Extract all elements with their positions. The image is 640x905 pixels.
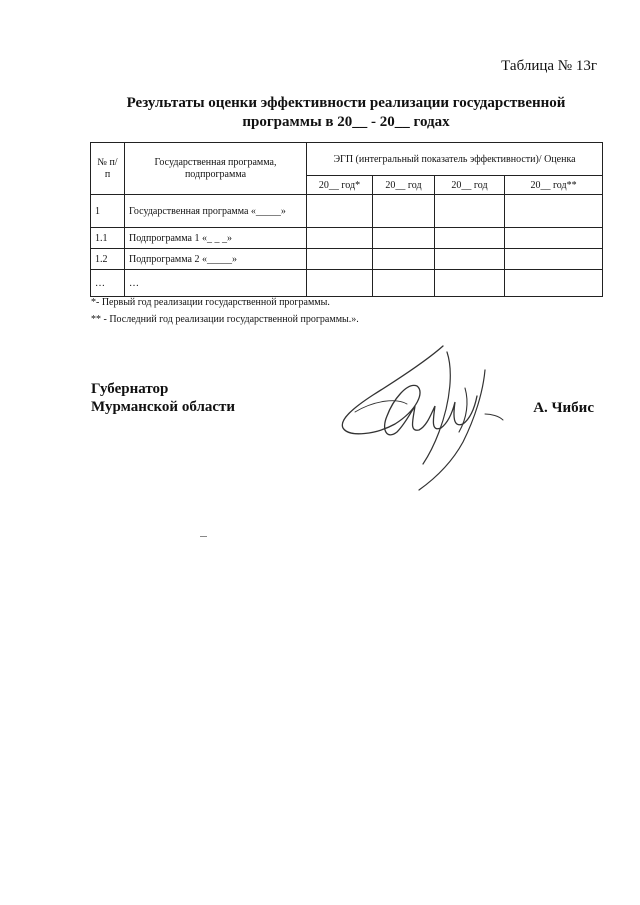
handwritten-signature: [335, 340, 515, 500]
row-cell: [373, 195, 435, 228]
header-year-3: 20__ год: [435, 176, 505, 195]
footnote-last-year: ** - Последний год реализации государственной программы.».: [91, 314, 359, 325]
table-row: [91, 195, 603, 228]
row-cell: [373, 228, 435, 249]
row-cell: [373, 249, 435, 270]
row-cell: [505, 195, 603, 228]
row-name: Государственная программа «_____»: [125, 195, 307, 228]
header-number: № п/п: [91, 143, 125, 195]
table-number-label: Таблица № 13г: [501, 58, 597, 74]
row-number: …: [91, 270, 125, 297]
row-cell: [435, 249, 505, 270]
row-cell: [505, 228, 603, 249]
table-row: [91, 228, 603, 249]
row-number: 1.2: [91, 249, 125, 270]
row-name: …: [125, 270, 307, 297]
table-row: [91, 249, 603, 270]
row-name: Подпрограмма 1 «_ _ _»: [125, 228, 307, 249]
document-title: [90, 94, 602, 132]
header-program: Государственная программа, подпрограмма: [125, 143, 307, 195]
header-year-4: 20__ год**: [505, 176, 603, 195]
header-year-1: 20__ год*: [307, 176, 373, 195]
row-cell: [435, 228, 505, 249]
title-line-1: Результаты оценки эффективности реализации государственной: [126, 95, 566, 111]
row-cell: [505, 249, 603, 270]
row-cell: [505, 270, 603, 297]
row-cell: [307, 249, 373, 270]
table-row: [91, 270, 603, 297]
row-cell: [373, 270, 435, 297]
row-number: 1.1: [91, 228, 125, 249]
signatory-position: [91, 380, 235, 416]
scan-speck: [200, 536, 207, 537]
row-name: Подпрограмма 2 «_____»: [125, 249, 307, 270]
row-cell: [435, 270, 505, 297]
position-line-2: Мурманской области: [91, 399, 236, 415]
signer-name: А. Чибис: [533, 400, 594, 416]
title-line-2: программы в 20__ - 20__ годах: [242, 114, 450, 130]
row-number: 1: [91, 195, 125, 228]
header-egp: ЭГП (интегральный показатель эффективности)/ Оценка: [307, 143, 603, 176]
row-cell: [307, 270, 373, 297]
results-table: [90, 142, 603, 297]
row-cell: [435, 195, 505, 228]
row-cell: [307, 195, 373, 228]
footnote-first-year: *- Первый год реализации государственной программы.: [91, 297, 330, 308]
header-year-2: 20__ год: [373, 176, 435, 195]
position-line-1: Губернатор: [91, 381, 169, 397]
row-cell: [307, 228, 373, 249]
